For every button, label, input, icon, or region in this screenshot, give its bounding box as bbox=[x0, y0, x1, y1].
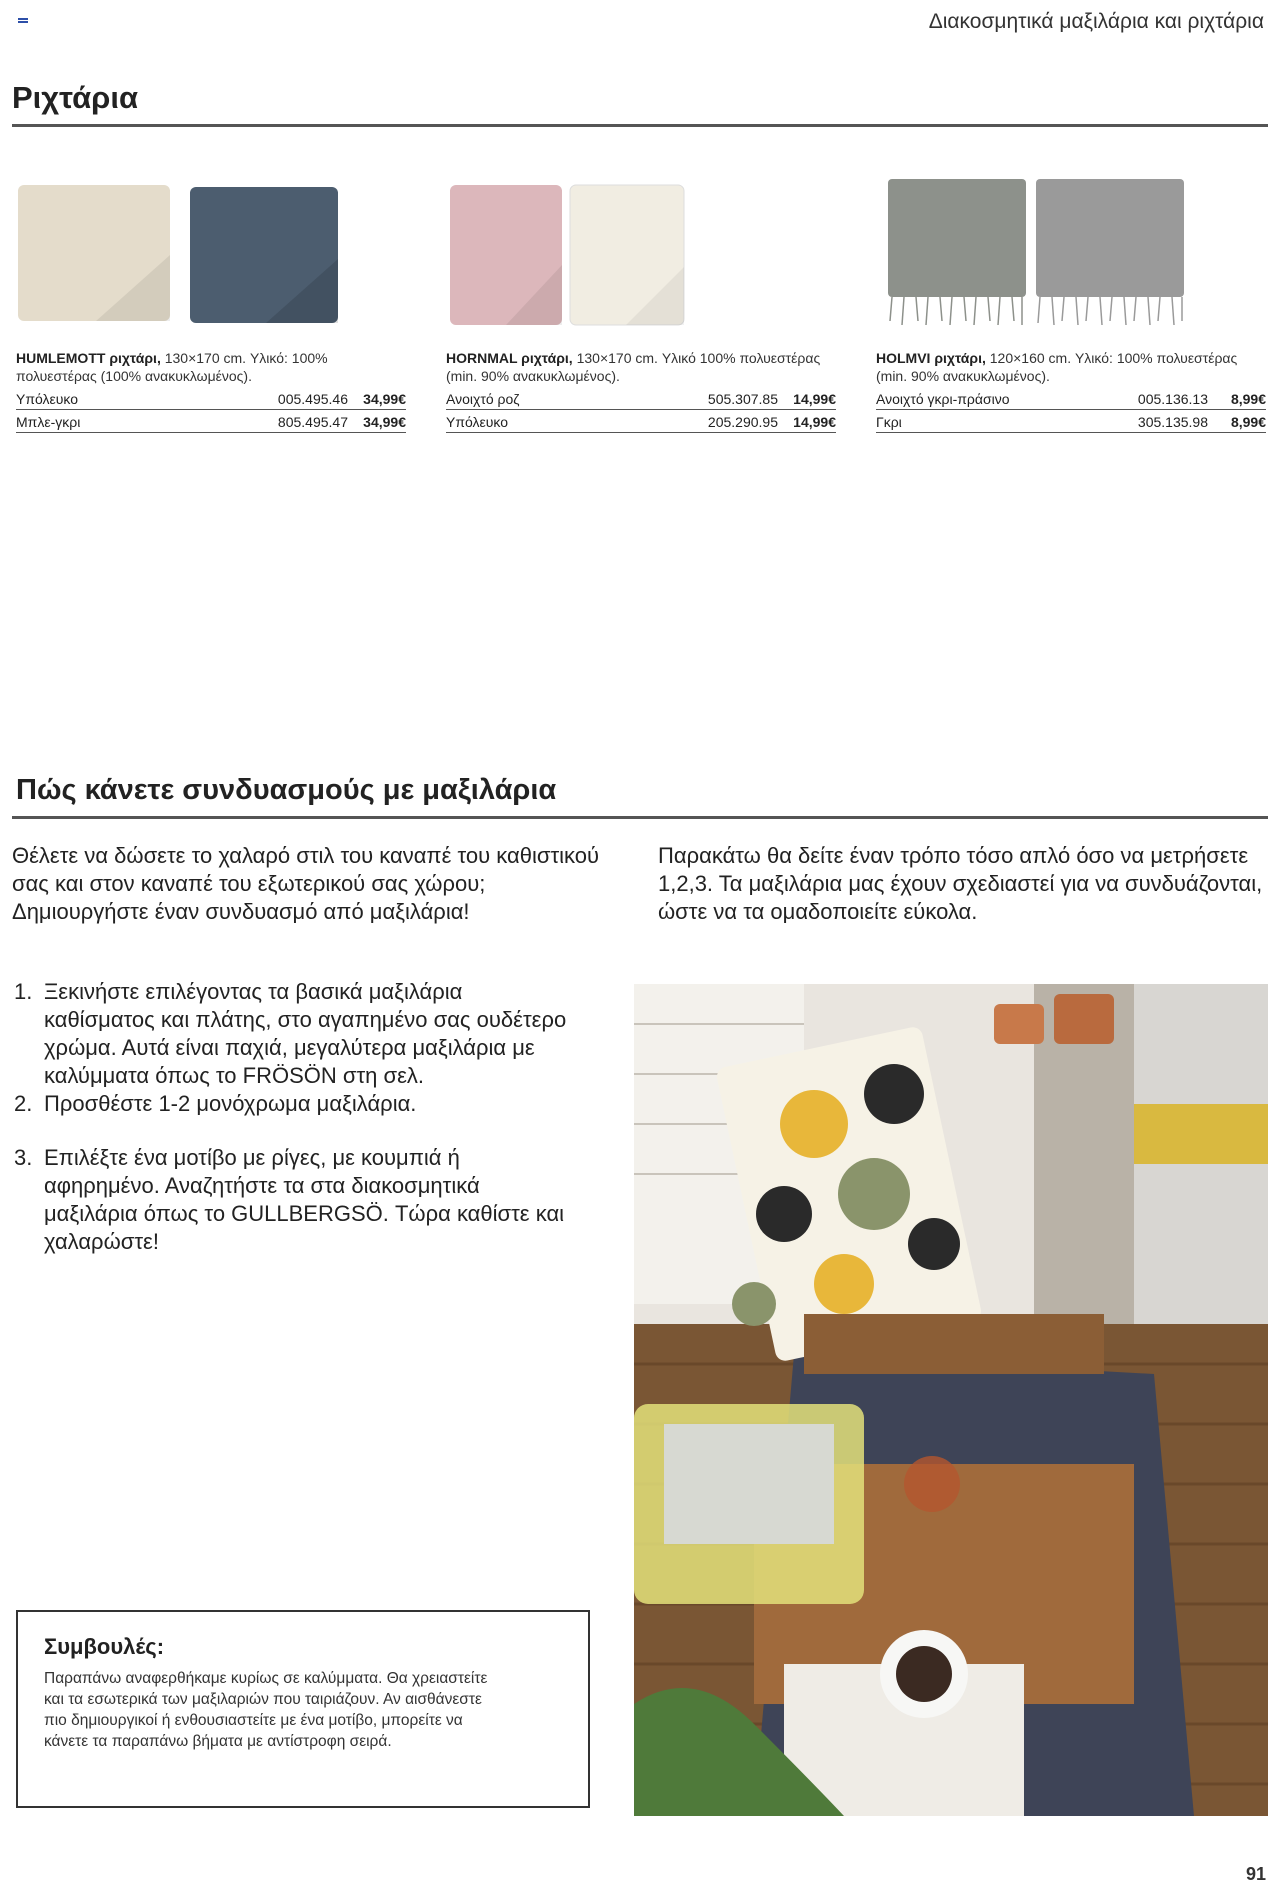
variant-price: 34,99€ bbox=[363, 391, 406, 407]
steps-list bbox=[14, 978, 574, 1256]
variant-code: 005.495.46 bbox=[277, 391, 348, 407]
step-text: Ξεκινήστε επιλέγοντας τα βασικά μαξιλάρια καθίσματος και πλάτης, στο αγαπημένο σας ουδέτερο χρώμα. Αυτά είναι παχιά, μεγαλύτερα μαξιλάρια με καλύμματα όπως το FRÖSÖN στη σελ. bbox=[44, 979, 567, 1088]
throw-blanket-image bbox=[876, 175, 1216, 335]
variant-color: Ανοιχτό γκρι-πράσινο bbox=[876, 391, 1010, 407]
variant-price: 14,99€ bbox=[793, 414, 836, 430]
product-details: 130×170 cm. Υλικό 100% πολυεστέρας (min. 90% ανακυκλωμένος). bbox=[446, 350, 821, 384]
step-number: 3. bbox=[14, 1145, 33, 1170]
variant-price: 34,99€ bbox=[363, 414, 406, 430]
section-divider bbox=[12, 124, 1268, 127]
throw-blanket-image bbox=[16, 175, 356, 335]
variant-color: Μπλε-γκρι bbox=[16, 414, 81, 430]
variant-price: 14,99€ bbox=[793, 391, 836, 407]
tips-text: Παραπάνω αναφερθήκαμε κυρίως σε καλύμματα. Θα χρειαστείτε και τα εσωτερικά των μαξιλαριών που ταιριάζουν. Αν αισθάνεστε πιο δημιουργικοί ή ενθουσιαστείτε με ένα μοτίβο, μπορείτε να κάνετε τα παραπάνω βήματα με αντίστροφη σειρά. bbox=[44, 1670, 488, 1750]
product-description bbox=[876, 349, 1266, 387]
header-title: Διακοσμητικά μαξιλάρια και ριχτάρια bbox=[928, 10, 1264, 33]
product-description bbox=[446, 349, 836, 387]
step-item bbox=[14, 1144, 574, 1256]
step-number: 1. bbox=[14, 979, 33, 1004]
product-description bbox=[16, 349, 406, 387]
variant-color: Γκρι bbox=[876, 414, 902, 430]
product-images bbox=[876, 175, 1266, 335]
tips-title: Συμβουλές: bbox=[44, 1634, 165, 1659]
throw-swatch-grey-green bbox=[888, 179, 1026, 297]
variant-color: Ανοιχτό ροζ bbox=[446, 391, 520, 407]
product-details: 120×160 cm. Υλικό: 100% πολυεστέρας (min. 90% ανακυκλωμένος). bbox=[876, 350, 1238, 384]
throw-swatch-grey bbox=[1036, 179, 1184, 297]
variant-code: 305.135.98 bbox=[1137, 414, 1208, 430]
throw-blanket-image bbox=[446, 175, 786, 335]
variant-row bbox=[876, 410, 1266, 433]
variant-row bbox=[876, 387, 1266, 410]
page-number: 91 bbox=[1245, 1864, 1266, 1884]
variant-row bbox=[16, 410, 406, 433]
section-divider bbox=[12, 816, 1268, 819]
variant-color: Υπόλευκο bbox=[446, 414, 509, 430]
variant-price: 8,99€ bbox=[1230, 414, 1266, 430]
balcony-photo bbox=[634, 984, 1268, 1816]
intro-right: Παρακάτω θα δείτε έναν τρόπο τόσο απλό όσο να μετρήσετε 1,2,3. Τα μαξιλάρια μας έχουν σχεδιαστεί για να συνδυάζονται, ώστε να τα ομαδοποιείτε εύκολα. bbox=[658, 843, 1263, 924]
variant-row bbox=[446, 410, 836, 433]
step-item bbox=[14, 1090, 574, 1118]
step-text: Προσθέστε 1-2 μονόχρωμα μαξιλάρια. bbox=[44, 1091, 417, 1116]
menu-icon[interactable] bbox=[18, 18, 28, 25]
product-name: HORNMAL ριχτάρι, bbox=[446, 350, 573, 366]
variant-code: 805.495.47 bbox=[277, 414, 348, 430]
variant-color: Υπόλευκο bbox=[16, 391, 79, 407]
product-images bbox=[446, 175, 836, 335]
variant-price: 8,99€ bbox=[1230, 391, 1266, 407]
step-item bbox=[14, 978, 574, 1090]
variant-code: 205.290.95 bbox=[707, 414, 778, 430]
step-number: 2. bbox=[14, 1091, 33, 1116]
cushions-section-title: Πώς κάνετε συνδυασμούς με μαξιλάρια bbox=[16, 774, 557, 806]
product-card bbox=[446, 175, 836, 433]
step-text: Επιλέξτε ένα μοτίβο με ρίγες, με κουμπιά ή αφηρημένο. Αναζητήστε τα στα διακοσμητικά μαξιλάρια όπως το GULLBERGSÖ. Τώρα καθίστε και χαλαρώστε! bbox=[44, 1145, 565, 1254]
product-card bbox=[876, 175, 1266, 433]
variant-code: 005.136.13 bbox=[1137, 391, 1208, 407]
variant-row bbox=[446, 387, 836, 410]
product-details: 130×170 cm. Υλικό: 100% πολυεστέρας (100% ανακυκλωμένος). bbox=[16, 350, 328, 384]
variant-row bbox=[16, 387, 406, 410]
product-images bbox=[16, 175, 406, 335]
product-name: HOLMVI ριχτάρι, bbox=[876, 350, 986, 366]
tips-box bbox=[16, 1610, 590, 1808]
product-card bbox=[16, 175, 406, 433]
throws-section-title: Ριχτάρια bbox=[12, 80, 139, 115]
product-name: HUMLEMOTT ριχτάρι, bbox=[16, 350, 161, 366]
intro-left: Θέλετε να δώσετε το χαλαρό στιλ του καναπέ του καθιστικού σας και στον καναπέ του εξωτερικού σας χώρου; Δημιουργήστε έναν συνδυασμό από μαξιλάρια! bbox=[12, 843, 600, 924]
variant-code: 505.307.85 bbox=[707, 391, 778, 407]
